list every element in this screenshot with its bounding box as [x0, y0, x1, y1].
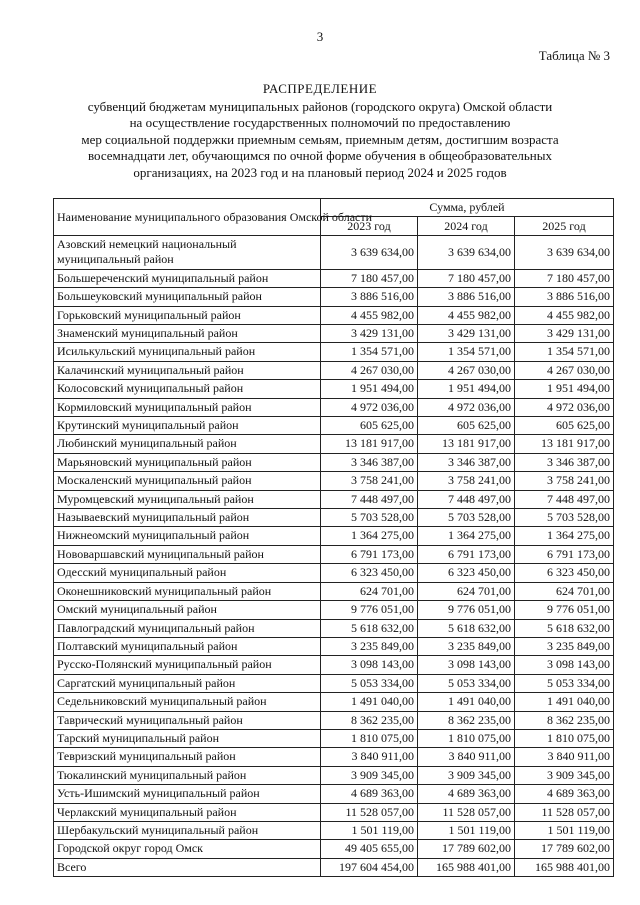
- municipality-name-cell: Павлоградский муниципальный район: [54, 619, 321, 637]
- municipality-name-cell: Полтавский муниципальный район: [54, 637, 321, 655]
- amount-2023-cell: 3 235 849,00: [321, 637, 418, 655]
- total-row: [54, 858, 614, 876]
- amount-2024-cell: 4 972 036,00: [418, 398, 515, 416]
- table-row: [54, 527, 614, 545]
- table-row: [54, 288, 614, 306]
- amount-2023-cell: 5 618 632,00: [321, 619, 418, 637]
- amount-2023-cell: 4 267 030,00: [321, 361, 418, 379]
- amount-2023-cell: 3 758 241,00: [321, 472, 418, 490]
- table-row: [54, 306, 614, 324]
- amount-2025-cell: 3 346 387,00: [515, 453, 614, 471]
- municipality-name-cell: Таврический муниципальный район: [54, 711, 321, 729]
- amount-2023-cell: 5 053 334,00: [321, 674, 418, 692]
- amount-2025-cell: 5 703 528,00: [515, 509, 614, 527]
- amount-2023-cell: 3 840 911,00: [321, 748, 418, 766]
- amount-2023-cell: 624 701,00: [321, 582, 418, 600]
- municipality-name-cell: Русско-Полянский муниципальный район: [54, 656, 321, 674]
- amount-2025-cell: 3 886 516,00: [515, 288, 614, 306]
- amount-2023-cell: 3 098 143,00: [321, 656, 418, 674]
- amount-2025-cell: 6 323 450,00: [515, 564, 614, 582]
- amount-2025-cell: 1 354 571,00: [515, 343, 614, 361]
- amount-2023-cell: 49 405 655,00: [321, 840, 418, 858]
- amount-2024-cell: 1 491 040,00: [418, 693, 515, 711]
- amount-2025-cell: 3 909 345,00: [515, 766, 614, 784]
- amount-2024-cell: 3 886 516,00: [418, 288, 515, 306]
- table-row: [54, 343, 614, 361]
- municipality-name-cell: Марьяновский муниципальный район: [54, 453, 321, 471]
- table-row: [54, 785, 614, 803]
- municipality-name-cell: Всего: [54, 858, 321, 876]
- header-year-2024: 2024 год: [418, 217, 515, 235]
- page-number: 3: [316, 29, 324, 44]
- amount-2025-cell: 4 267 030,00: [515, 361, 614, 379]
- table-row: [54, 582, 614, 600]
- table-row: [54, 453, 614, 471]
- table-row: [54, 711, 614, 729]
- header-sum: Сумма, рублей: [321, 199, 614, 217]
- amount-2025-cell: 7 448 497,00: [515, 490, 614, 508]
- municipality-name-cell: Калачинский муниципальный район: [54, 361, 321, 379]
- amount-2023-cell: 5 703 528,00: [321, 509, 418, 527]
- amount-2024-cell: 605 625,00: [418, 417, 515, 435]
- municipality-name-cell: Тевризский муниципальный район: [54, 748, 321, 766]
- table-row: [54, 325, 614, 343]
- amount-2023-cell: 7 180 457,00: [321, 269, 418, 287]
- municipality-name-cell: Называевский муниципальный район: [54, 509, 321, 527]
- amount-2023-cell: 1 501 119,00: [321, 821, 418, 839]
- header-year-2023: 2023 год: [321, 217, 418, 235]
- amount-2024-cell: 3 840 911,00: [418, 748, 515, 766]
- amount-2025-cell: 3 429 131,00: [515, 325, 614, 343]
- amount-2024-cell: 17 789 602,00: [418, 840, 515, 858]
- table-row: [54, 840, 614, 858]
- amount-2025-cell: 1 810 075,00: [515, 729, 614, 747]
- municipality-name-cell: Городской округ город Омск: [54, 840, 321, 858]
- amount-2024-cell: 1 354 571,00: [418, 343, 515, 361]
- amount-2024-cell: 3 346 387,00: [418, 453, 515, 471]
- amount-2023-cell: 1 354 571,00: [321, 343, 418, 361]
- amount-2024-cell: 4 689 363,00: [418, 785, 515, 803]
- amount-2024-cell: 4 267 030,00: [418, 361, 515, 379]
- amount-2023-cell: 1 810 075,00: [321, 729, 418, 747]
- amount-2024-cell: 5 053 334,00: [418, 674, 515, 692]
- municipality-name-cell: Нововаршавский муниципальный район: [54, 545, 321, 563]
- title-line: на осуществление государственных полномочий по предоставлению: [129, 115, 511, 130]
- municipality-name-cell: Саргатский муниципальный район: [54, 674, 321, 692]
- amount-2025-cell: 5 618 632,00: [515, 619, 614, 637]
- amount-2024-cell: 5 703 528,00: [418, 509, 515, 527]
- header-year-2025: 2025 год: [515, 217, 614, 235]
- table-row: [54, 637, 614, 655]
- amount-2023-cell: 1 951 494,00: [321, 380, 418, 398]
- amount-2025-cell: 1 951 494,00: [515, 380, 614, 398]
- table-row: [54, 693, 614, 711]
- amount-2025-cell: 3 235 849,00: [515, 637, 614, 655]
- amount-2024-cell: 13 181 917,00: [418, 435, 515, 453]
- table-row: [54, 380, 614, 398]
- amount-2024-cell: 165 988 401,00: [418, 858, 515, 876]
- table-row: [54, 398, 614, 416]
- municipality-name-cell: Исилькульский муниципальный район: [54, 343, 321, 361]
- amount-2024-cell: 1 501 119,00: [418, 821, 515, 839]
- municipality-name-cell: Оконешниковский муниципальный район: [54, 582, 321, 600]
- municipality-name-cell: Азовский немецкий национальный муниципальный район: [54, 235, 321, 269]
- table-row: [54, 674, 614, 692]
- amount-2023-cell: 8 362 235,00: [321, 711, 418, 729]
- title-line: восемнадцати лет, обучающимся по очной форме обучения в общеобразовательных: [87, 148, 552, 163]
- amount-2025-cell: 5 053 334,00: [515, 674, 614, 692]
- table-row: [54, 766, 614, 784]
- amount-2023-cell: 6 791 173,00: [321, 545, 418, 563]
- municipality-name-cell: Нижнеомский муниципальный район: [54, 527, 321, 545]
- amount-2025-cell: 17 789 602,00: [515, 840, 614, 858]
- amount-2024-cell: 624 701,00: [418, 582, 515, 600]
- amount-2025-cell: 3 098 143,00: [515, 656, 614, 674]
- title-heading: РАСПРЕДЕЛЕНИЕ: [262, 81, 378, 96]
- amount-2024-cell: 3 639 634,00: [418, 235, 515, 269]
- amount-2023-cell: 3 886 516,00: [321, 288, 418, 306]
- title-line: организациях, на 2023 год и на плановый период 2024 и 2025 годов: [133, 164, 507, 180]
- table-row: [54, 619, 614, 637]
- amount-2024-cell: 8 362 235,00: [418, 711, 515, 729]
- table-row: [54, 509, 614, 527]
- municipality-name-cell: Муромцевский муниципальный район: [54, 490, 321, 508]
- amount-2025-cell: 624 701,00: [515, 582, 614, 600]
- amount-2024-cell: 5 618 632,00: [418, 619, 515, 637]
- table-row: [54, 564, 614, 582]
- municipality-name-cell: Тюкалинский муниципальный район: [54, 766, 321, 784]
- amount-2024-cell: 3 909 345,00: [418, 766, 515, 784]
- municipality-name-cell: Омский муниципальный район: [54, 601, 321, 619]
- amount-2023-cell: 9 776 051,00: [321, 601, 418, 619]
- amount-2023-cell: 4 972 036,00: [321, 398, 418, 416]
- table-row: [54, 656, 614, 674]
- amount-2025-cell: 1 491 040,00: [515, 693, 614, 711]
- amount-2025-cell: 4 689 363,00: [515, 785, 614, 803]
- amount-2024-cell: 9 776 051,00: [418, 601, 515, 619]
- amount-2023-cell: 11 528 057,00: [321, 803, 418, 821]
- amount-2025-cell: 3 840 911,00: [515, 748, 614, 766]
- amount-2025-cell: 3 639 634,00: [515, 235, 614, 269]
- amount-2023-cell: 4 455 982,00: [321, 306, 418, 324]
- table-body: [54, 235, 614, 876]
- amount-2024-cell: 7 448 497,00: [418, 490, 515, 508]
- municipality-name-cell: Черлакский муниципальный район: [54, 803, 321, 821]
- municipality-name-cell: Москаленский муниципальный район: [54, 472, 321, 490]
- amount-2024-cell: 1 810 075,00: [418, 729, 515, 747]
- table-row: [54, 417, 614, 435]
- table-row: [54, 235, 614, 269]
- amount-2024-cell: 3 098 143,00: [418, 656, 515, 674]
- amount-2023-cell: 13 181 917,00: [321, 435, 418, 453]
- municipality-name-cell: Седельниковский муниципальный район: [54, 693, 321, 711]
- amount-2024-cell: 3 758 241,00: [418, 472, 515, 490]
- municipality-name-cell: Большереченский муниципальный район: [54, 269, 321, 287]
- amount-2025-cell: 3 758 241,00: [515, 472, 614, 490]
- amount-2024-cell: 4 455 982,00: [418, 306, 515, 324]
- municipality-name-cell: Крутинский муниципальный район: [54, 417, 321, 435]
- subsidy-table: [53, 198, 614, 877]
- municipality-name-cell: Шербакульский муниципальный район: [54, 821, 321, 839]
- table-row: [54, 748, 614, 766]
- municipality-name-cell: Большеуковский муниципальный район: [54, 288, 321, 306]
- amount-2025-cell: 4 972 036,00: [515, 398, 614, 416]
- amount-2023-cell: 3 346 387,00: [321, 453, 418, 471]
- table-row: [54, 803, 614, 821]
- municipality-name-cell: Кормиловский муниципальный район: [54, 398, 321, 416]
- amount-2024-cell: 1 364 275,00: [418, 527, 515, 545]
- header-municipality: Наименование муниципального образования Омской области: [54, 199, 321, 236]
- amount-2024-cell: 7 180 457,00: [418, 269, 515, 287]
- table-row: [54, 269, 614, 287]
- amount-2025-cell: 605 625,00: [515, 417, 614, 435]
- amount-2024-cell: 6 323 450,00: [418, 564, 515, 582]
- amount-2023-cell: 1 491 040,00: [321, 693, 418, 711]
- amount-2025-cell: 1 501 119,00: [515, 821, 614, 839]
- municipality-name-cell: Одесский муниципальный район: [54, 564, 321, 582]
- table-row: [54, 821, 614, 839]
- table-row: [54, 490, 614, 508]
- title-line: мер социальной поддержки приемным семьям, приемным детям, достигшим возраста: [81, 131, 559, 147]
- title-line: субвенций бюджетам муниципальных районов (городского округа) Омской области: [87, 98, 553, 114]
- amount-2025-cell: 11 528 057,00: [515, 803, 614, 821]
- amount-2025-cell: 13 181 917,00: [515, 435, 614, 453]
- amount-2024-cell: 3 429 131,00: [418, 325, 515, 343]
- amount-2024-cell: 11 528 057,00: [418, 803, 515, 821]
- amount-2025-cell: 7 180 457,00: [515, 269, 614, 287]
- amount-2023-cell: 4 689 363,00: [321, 785, 418, 803]
- amount-2023-cell: 3 429 131,00: [321, 325, 418, 343]
- amount-2023-cell: 605 625,00: [321, 417, 418, 435]
- table-row: [54, 472, 614, 490]
- amount-2023-cell: 3 909 345,00: [321, 766, 418, 784]
- municipality-name-cell: Колосовский муниципальный район: [54, 380, 321, 398]
- amount-2025-cell: 1 364 275,00: [515, 527, 614, 545]
- table-row: [54, 729, 614, 747]
- table-row: [54, 435, 614, 453]
- amount-2024-cell: 3 235 849,00: [418, 637, 515, 655]
- municipality-name-cell: Знаменский муниципальный район: [54, 325, 321, 343]
- table-number: Таблица № 3: [538, 48, 610, 63]
- amount-2025-cell: 4 455 982,00: [515, 306, 614, 324]
- amount-2025-cell: 6 791 173,00: [515, 545, 614, 563]
- document-title: [30, 81, 610, 181]
- municipality-name-cell: Горьковский муниципальный район: [54, 306, 321, 324]
- table-row: [54, 361, 614, 379]
- amount-2024-cell: 6 791 173,00: [418, 545, 515, 563]
- table-row: [54, 601, 614, 619]
- amount-2025-cell: 9 776 051,00: [515, 601, 614, 619]
- table-row: [54, 545, 614, 563]
- amount-2023-cell: 1 364 275,00: [321, 527, 418, 545]
- municipality-name-cell: Усть-Ишимский муниципальный район: [54, 785, 321, 803]
- municipality-name-cell: Любинский муниципальный район: [54, 435, 321, 453]
- amount-2023-cell: 3 639 634,00: [321, 235, 418, 269]
- amount-2023-cell: 197 604 454,00: [321, 858, 418, 876]
- amount-2024-cell: 1 951 494,00: [418, 380, 515, 398]
- amount-2025-cell: 8 362 235,00: [515, 711, 614, 729]
- amount-2025-cell: 165 988 401,00: [515, 858, 614, 876]
- amount-2023-cell: 7 448 497,00: [321, 490, 418, 508]
- amount-2023-cell: 6 323 450,00: [321, 564, 418, 582]
- municipality-name-cell: Тарский муниципальный район: [54, 729, 321, 747]
